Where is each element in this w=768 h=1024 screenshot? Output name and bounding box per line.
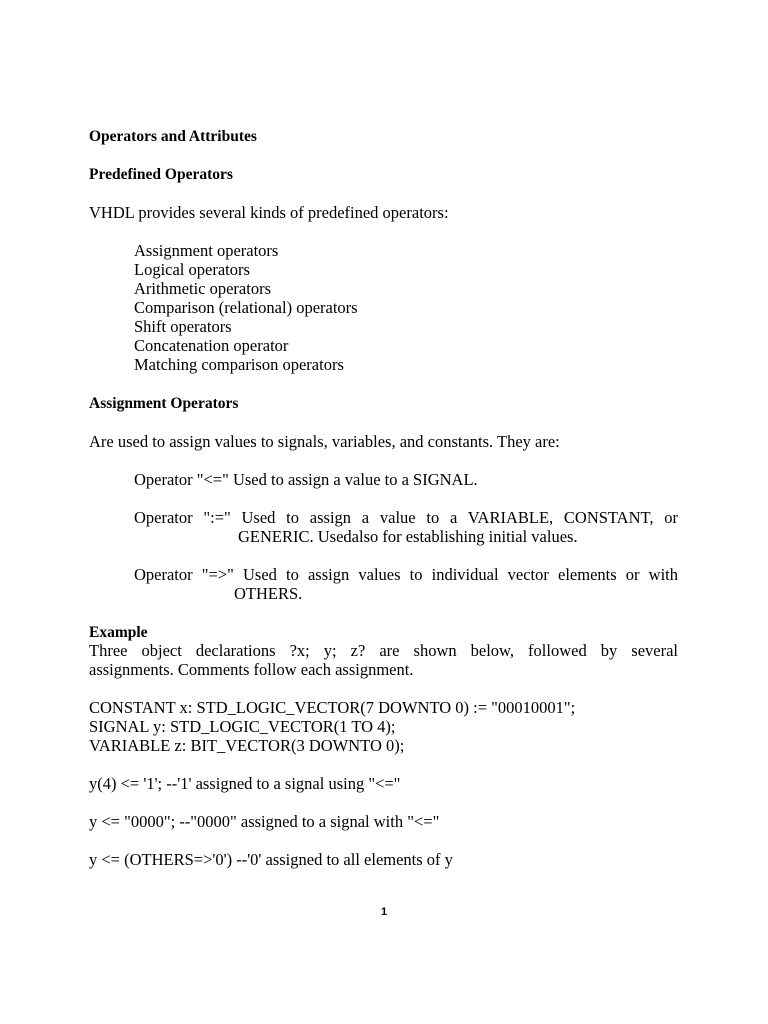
list-item: Concatenation operator (134, 336, 289, 355)
list-item: Comparison (relational) operators (134, 298, 358, 317)
page-number: 1 (380, 906, 388, 918)
code-line: SIGNAL y: STD_LOGIC_VECTOR(1 TO 4); (89, 717, 396, 736)
operator-signal-assign: Operator "<=" Used to assign a value to a SIGNAL. (134, 470, 478, 489)
list-item: Matching comparison operators (134, 355, 344, 374)
code-assignment-1: y(4) <= '1'; --'1' assigned to a signal using "<=" (89, 774, 401, 793)
list-item: Shift operators (134, 317, 232, 336)
subsection-title-assignment: Assignment Operators (89, 395, 239, 412)
example-heading: Example (89, 624, 148, 641)
operator-variable-assign-line1: Operator ":=" Used to assign a value to a VARIABLE, CONSTANT, or (134, 508, 678, 527)
code-assignment-3: y <= (OTHERS=>'0') --'0' assigned to all elements of y (89, 850, 453, 869)
subsection-title-predefined: Predefined Operators (89, 166, 233, 183)
operator-arrow-assign-line1: Operator "=>" Used to assign values to individual vector elements or with (134, 565, 678, 584)
list-item: Assignment operators (134, 241, 279, 260)
list-item: Logical operators (134, 260, 250, 279)
example-text-line2: assignments. Comments follow each assignment. (89, 660, 414, 679)
code-line: VARIABLE z: BIT_VECTOR(3 DOWNTO 0); (89, 736, 405, 755)
list-item: Arithmetic operators (134, 279, 271, 298)
intro-paragraph: VHDL provides several kinds of predefined operators: (89, 203, 449, 222)
code-line: CONSTANT x: STD_LOGIC_VECTOR(7 DOWNTO 0) := "00010001"; (89, 698, 576, 717)
operator-variable-assign-line2: GENERIC. Usedalso for establishing initial values. (238, 527, 578, 546)
assignment-intro: Are used to assign values to signals, variables, and constants. They are: (89, 432, 560, 451)
section-title: Operators and Attributes (89, 128, 257, 145)
code-assignment-2: y <= "0000"; --"0000" assigned to a signal with "<=" (89, 812, 440, 831)
example-text-line1: Three object declarations ?x; y; z? are shown below, followed by several (89, 641, 678, 660)
operator-arrow-assign-line2: OTHERS. (234, 584, 303, 603)
